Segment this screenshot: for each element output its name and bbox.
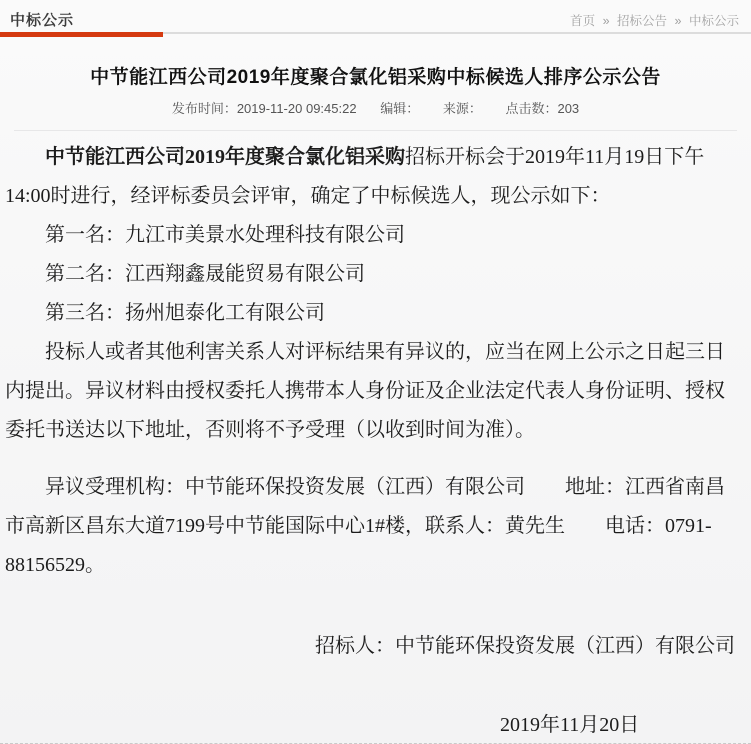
intro-paragraph bbox=[5, 138, 739, 216]
article-title: 中节能江西公司2019年度聚合氯化铝采购中标候选人排序公示公告 bbox=[90, 67, 661, 88]
editor-label: 编辑： bbox=[380, 101, 420, 116]
intro-rest-run: 招标开标会于2019年11月19日下午14:00时进行，经评标委员会评审，确定了中标候选人，现公示如下： bbox=[5, 146, 705, 207]
section-underline bbox=[0, 32, 751, 38]
rank-3-line: 第三名：扬州旭泰化工有限公司 bbox=[45, 302, 325, 324]
section-title: 中标公示 bbox=[10, 12, 75, 29]
contact-paragraph: 异议受理机构：中节能环保投资发展（江西）有限公司 地址：江西省南昌市高新区昌东大道7199号中节能国际中心1#楼，联系人：黄先生 电话：0791-88156529。 bbox=[5, 476, 725, 576]
intro-bold-run: 中节能江西公司2019年度聚合氯化铝采购 bbox=[45, 146, 405, 168]
article-meta bbox=[0, 98, 751, 117]
publish-time: 发布时间：2019-11-20 09:45:22 bbox=[171, 101, 357, 116]
breadcrumb-separator-icon: » bbox=[674, 14, 682, 28]
hit-count: 点击数：203 bbox=[505, 101, 580, 116]
breadcrumb-current-link[interactable]: 中标公示 bbox=[688, 14, 739, 28]
breadcrumb-separator-icon: » bbox=[602, 14, 610, 28]
objection-paragraph: 投标人或者其他利害关系人对评标结果有异议的，应当在网上公示之日起三日内提出。异议材料由授权委托人携带本人身份证及企业法定代表人身份证明、授权委托书送达以下地址，否则将不予受理（以收到时间为准）。 bbox=[5, 341, 725, 441]
breadcrumb-bid-notice-link[interactable]: 招标公告 bbox=[617, 14, 668, 28]
tenderer-signature: 招标人：中节能环保投资发展（江西）有限公司 bbox=[315, 635, 735, 657]
announcement-date: 2019年11月20日 bbox=[500, 714, 640, 736]
breadcrumb bbox=[570, 11, 739, 29]
breadcrumb-home-link[interactable]: 首页 bbox=[570, 14, 596, 28]
article-body bbox=[0, 131, 751, 744]
underline-red-bar bbox=[0, 32, 163, 37]
source-label: 来源： bbox=[442, 101, 482, 116]
section-header bbox=[0, 0, 751, 30]
rank-2-line: 第二名：江西翔鑫晟能贸易有限公司 bbox=[45, 263, 365, 285]
rank-1-line: 第一名：九江市美景水处理科技有限公司 bbox=[45, 224, 405, 246]
